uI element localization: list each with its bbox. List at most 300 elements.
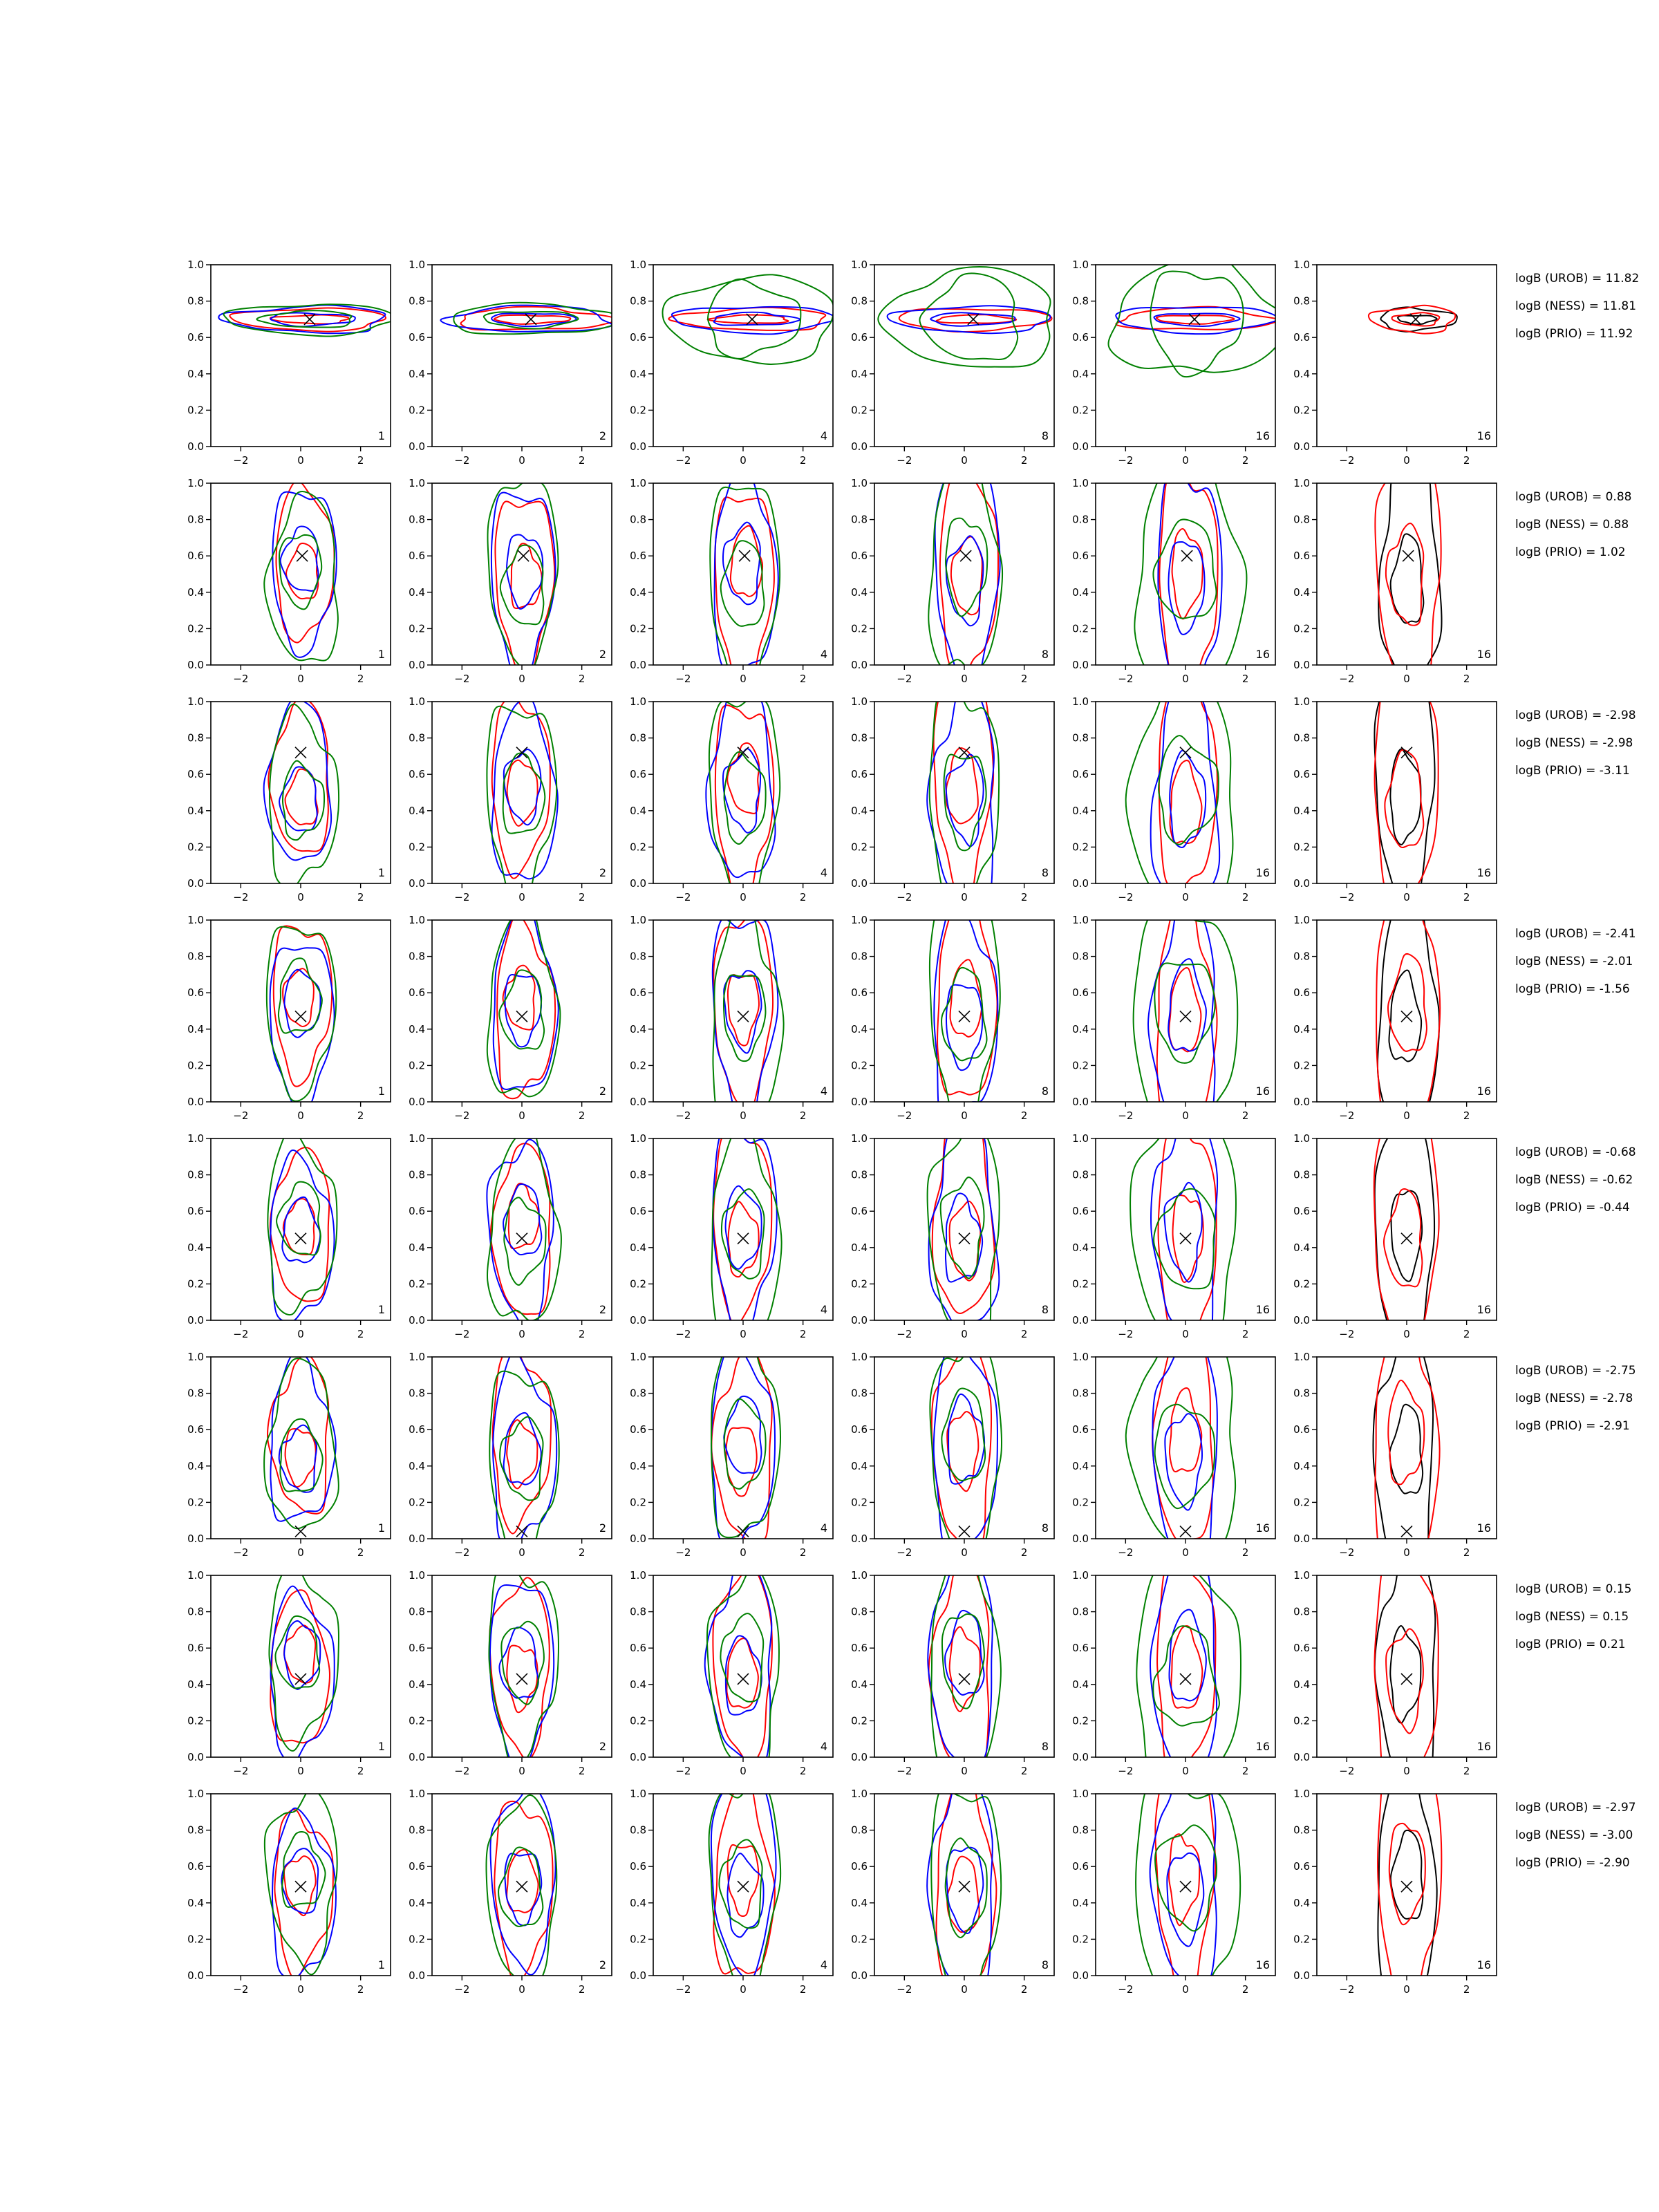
axes-frame — [653, 483, 833, 665]
y-tick-label: 0.0 — [187, 1096, 204, 1108]
y-tick-label: 0.2 — [630, 404, 646, 417]
y-tick-label: 1.0 — [851, 259, 868, 271]
x-tick-label: 2 — [1241, 1765, 1249, 1777]
contour-path — [1150, 1747, 1217, 1983]
panel-label: 4 — [820, 1958, 827, 1971]
contour-path — [934, 686, 993, 901]
log-evidence-line: logB (UROB) = -2.75 — [1515, 1364, 1636, 1378]
panel-label: 2 — [599, 1521, 606, 1535]
subplot-r1-c3 — [630, 259, 836, 467]
y-tick-label: 1.0 — [409, 1788, 425, 1800]
y-tick-label: 0.6 — [630, 768, 646, 781]
axes-frame — [1096, 1575, 1275, 1757]
y-tick-label: 1.0 — [630, 1788, 646, 1800]
y-tick-label: 0.2 — [1072, 1277, 1089, 1291]
contour-path — [264, 1358, 339, 1528]
contour-path — [1390, 749, 1421, 844]
axes-frame — [653, 1138, 833, 1320]
x-tick-label: 2 — [1020, 1983, 1028, 1996]
x-tick-label: 2 — [1241, 1328, 1249, 1340]
y-tick-label: 0.4 — [1293, 585, 1310, 599]
subplot-r8-c4 — [851, 1772, 1054, 2023]
axes-frame — [1317, 1357, 1497, 1539]
y-tick-label: 0.0 — [1293, 1969, 1310, 1982]
contour-path — [487, 905, 561, 1097]
y-tick-label: 0.2 — [630, 1277, 646, 1291]
panel-label: 8 — [1041, 866, 1049, 879]
truth-marker — [960, 550, 971, 561]
axes-frame — [432, 1357, 612, 1539]
contour-path — [269, 1561, 339, 1751]
y-tick-label: 0.6 — [630, 1205, 646, 1218]
y-tick-label: 1.0 — [409, 695, 425, 708]
panel-label: 8 — [1041, 1303, 1049, 1316]
y-tick-label: 1.0 — [409, 914, 425, 926]
y-tick-label: 0.6 — [851, 986, 868, 1000]
y-tick-label: 1.0 — [630, 695, 646, 708]
x-tick-label: −2 — [675, 673, 691, 685]
y-tick-label: 1.0 — [1293, 695, 1310, 708]
y-tick-label: 0.4 — [1293, 1896, 1310, 1909]
y-tick-label: 1.0 — [851, 1569, 868, 1582]
y-tick-label: 0.8 — [1072, 731, 1089, 744]
x-tick-label: 0 — [297, 1546, 304, 1559]
y-tick-label: 0.0 — [409, 1533, 425, 1545]
subplot-r4-c3 — [630, 905, 833, 1123]
log-evidence-line: logB (PRIO) = -0.44 — [1515, 1201, 1630, 1215]
truth-marker — [297, 550, 308, 561]
y-tick-label: 0.2 — [187, 404, 204, 417]
axes-frame — [1317, 265, 1497, 447]
y-tick-label: 0.8 — [630, 1168, 646, 1181]
contour-path — [1159, 657, 1217, 888]
contour-path — [1164, 1183, 1201, 1282]
y-tick-label: 0.4 — [630, 367, 646, 380]
truth-marker — [516, 1526, 527, 1537]
y-tick-label: 0.0 — [409, 1969, 425, 1982]
truth-marker — [295, 747, 306, 758]
y-tick-label: 0.6 — [630, 331, 646, 344]
axes-frame — [653, 1794, 833, 1976]
x-tick-label: 2 — [1463, 1328, 1470, 1340]
log-evidence-line: logB (UROB) = -2.41 — [1515, 927, 1636, 941]
y-tick-label: 0.0 — [1293, 440, 1310, 453]
y-tick-label: 0.4 — [1293, 1241, 1310, 1254]
contour-lines — [265, 1789, 337, 1980]
x-tick-label: 0 — [1182, 1109, 1189, 1122]
y-tick-label: 0.4 — [851, 367, 868, 380]
y-tick-label: 0.6 — [187, 1423, 204, 1436]
contour-path — [1168, 959, 1206, 1051]
y-tick-label: 0.2 — [1072, 1496, 1089, 1509]
subplot-r8-c2 — [409, 1785, 612, 1996]
truth-marker — [518, 550, 529, 561]
y-tick-label: 0.4 — [187, 1022, 204, 1035]
x-tick-label: 0 — [1403, 1109, 1410, 1122]
contour-path — [1388, 954, 1427, 1051]
y-tick-label: 0.8 — [1293, 950, 1310, 963]
y-tick-label: 0.4 — [1293, 367, 1310, 380]
y-tick-label: 0.4 — [409, 367, 425, 380]
x-tick-label: −2 — [675, 1109, 691, 1122]
contour-path — [927, 684, 994, 908]
x-tick-label: 0 — [1403, 673, 1410, 685]
y-tick-label: 0.6 — [187, 768, 204, 781]
y-tick-label: 0.6 — [630, 1423, 646, 1436]
x-tick-label: 0 — [1182, 454, 1189, 467]
truth-marker — [295, 1881, 306, 1892]
contour-lines — [1134, 431, 1246, 721]
axes-frame — [432, 1575, 612, 1757]
contour-path — [1155, 1771, 1215, 2006]
contour-path — [1136, 1781, 1240, 2036]
log-evidence-line: logB (PRIO) = -1.56 — [1515, 982, 1630, 996]
panel-label: 2 — [599, 1958, 606, 1971]
y-tick-label: 0.0 — [630, 1969, 646, 1982]
x-tick-label: −2 — [897, 891, 912, 903]
truth-marker — [1180, 1011, 1191, 1022]
panel-label: 8 — [1041, 1740, 1049, 1753]
subplot-r4-c4 — [851, 887, 1054, 1132]
y-tick-label: 0.8 — [1072, 1605, 1089, 1618]
y-tick-label: 0.4 — [409, 804, 425, 817]
contour-path — [1170, 1388, 1201, 1472]
subplot-r1-c4 — [851, 259, 1054, 467]
y-tick-label: 0.4 — [851, 1678, 868, 1691]
panel-label: 1 — [377, 1958, 385, 1971]
subplot-r5-c1 — [187, 1128, 391, 1340]
truth-marker — [959, 1233, 970, 1244]
x-tick-label: 2 — [578, 454, 585, 467]
x-tick-label: −2 — [1118, 1983, 1134, 1996]
contour-path — [499, 1627, 538, 1698]
x-tick-label: 0 — [297, 1765, 304, 1777]
y-tick-label: 0.2 — [1072, 404, 1089, 417]
y-tick-label: 0.8 — [630, 1387, 646, 1400]
x-tick-label: 0 — [740, 454, 747, 467]
y-tick-label: 0.6 — [1072, 1423, 1089, 1436]
axes-frame — [432, 1794, 612, 1976]
y-tick-label: 0.8 — [1293, 294, 1310, 308]
y-tick-label: 0.8 — [187, 950, 204, 963]
panel-label: 16 — [1477, 429, 1491, 442]
y-tick-label: 0.0 — [851, 659, 868, 671]
y-tick-label: 0.0 — [1293, 1533, 1310, 1545]
y-tick-label: 0.0 — [409, 1751, 425, 1763]
y-tick-label: 1.0 — [187, 1569, 204, 1582]
axes-frame — [874, 920, 1054, 1102]
y-tick-label: 1.0 — [630, 1132, 646, 1145]
y-tick-label: 0.2 — [1072, 622, 1089, 635]
y-tick-label: 0.4 — [409, 1896, 425, 1909]
y-tick-label: 0.0 — [851, 1314, 868, 1327]
contour-lines — [663, 274, 836, 364]
y-tick-label: 0.2 — [1293, 1933, 1310, 1946]
y-tick-label: 0.2 — [851, 1277, 868, 1291]
panel-label: 16 — [1477, 1303, 1491, 1316]
subplot-r4-c6 — [1293, 870, 1497, 1128]
subplot-r6-c1 — [187, 1351, 391, 1559]
truth-marker — [1181, 550, 1192, 561]
x-tick-label: 2 — [578, 1328, 585, 1340]
panel-label: 2 — [599, 429, 606, 442]
y-tick-label: 0.4 — [1072, 1896, 1089, 1909]
x-tick-label: 2 — [357, 673, 364, 685]
x-tick-label: 0 — [1182, 1765, 1189, 1777]
subplot-r2-c4 — [851, 440, 1054, 690]
y-tick-label: 0.2 — [630, 1933, 646, 1946]
y-tick-label: 0.8 — [409, 1824, 425, 1837]
y-tick-label: 0.6 — [1293, 1860, 1310, 1873]
truth-marker — [1180, 1526, 1191, 1537]
x-tick-label: 0 — [1403, 454, 1410, 467]
axes-frame — [874, 483, 1054, 665]
contour-lines — [713, 905, 784, 1123]
y-tick-label: 0.8 — [409, 513, 425, 526]
subplot-r5-c3 — [630, 1125, 833, 1340]
y-tick-label: 1.0 — [851, 1132, 868, 1145]
subplot-r7-c2 — [409, 1568, 612, 1777]
contour-path — [723, 749, 760, 833]
contour-path — [283, 761, 324, 841]
x-tick-label: 0 — [961, 1983, 968, 1996]
contour-lines — [928, 1548, 1001, 1774]
contour-path — [1376, 870, 1440, 1127]
y-tick-label: 0.8 — [1072, 1387, 1089, 1400]
contour-path — [1369, 306, 1455, 334]
y-tick-label: 0.4 — [851, 1896, 868, 1909]
panel-label: 16 — [1255, 648, 1270, 661]
axes-frame — [1317, 1794, 1497, 1976]
y-tick-label: 0.4 — [851, 1459, 868, 1472]
truth-marker — [738, 1011, 749, 1022]
y-tick-label: 0.8 — [1293, 513, 1310, 526]
subplot-r1-c1 — [187, 259, 397, 467]
panel-label: 16 — [1255, 1303, 1270, 1316]
subplot-r3-c1 — [187, 695, 391, 903]
y-tick-label: 0.6 — [851, 1205, 868, 1218]
x-tick-label: 0 — [961, 1546, 968, 1559]
contour-lines — [1130, 1101, 1236, 1361]
contour-lines — [487, 1127, 561, 1335]
y-tick-label: 0.0 — [187, 1969, 204, 1982]
x-tick-label: 2 — [1020, 891, 1028, 903]
x-tick-label: 2 — [1241, 454, 1249, 467]
x-tick-label: −2 — [897, 1546, 912, 1559]
y-tick-label: 0.8 — [630, 294, 646, 308]
y-tick-label: 0.2 — [187, 1277, 204, 1291]
y-tick-label: 0.0 — [187, 1314, 204, 1327]
y-tick-label: 0.4 — [1072, 1022, 1089, 1035]
axes-frame — [1096, 265, 1275, 447]
contour-path — [941, 968, 986, 1060]
y-tick-label: 0.8 — [1072, 1168, 1089, 1181]
subplot-r4-c5 — [1072, 891, 1275, 1156]
y-tick-label: 0.6 — [1072, 986, 1089, 1000]
x-tick-label: 0 — [740, 891, 747, 903]
log-evidence-line: logB (NESS) = -2.78 — [1515, 1391, 1633, 1405]
contour-path — [1157, 891, 1217, 1125]
y-tick-label: 0.6 — [409, 331, 425, 344]
panel-label: 16 — [1477, 1740, 1491, 1753]
truth-marker — [1180, 1233, 1191, 1244]
subplot-r2-c3 — [630, 470, 833, 694]
truth-marker — [959, 1674, 970, 1685]
y-tick-label: 1.0 — [630, 477, 646, 489]
y-tick-label: 0.2 — [851, 1933, 868, 1946]
x-tick-label: −2 — [233, 1983, 249, 1996]
y-tick-label: 0.4 — [630, 1459, 646, 1472]
contour-path — [504, 749, 541, 825]
panel-label: 16 — [1255, 1740, 1270, 1753]
axes-frame — [211, 1138, 391, 1320]
y-tick-label: 0.0 — [630, 877, 646, 890]
panel-label: 16 — [1255, 1085, 1270, 1098]
y-tick-label: 0.2 — [1293, 1059, 1310, 1072]
contour-lines — [1375, 438, 1441, 711]
subplot-r8-c1 — [187, 1788, 391, 1996]
y-tick-label: 0.2 — [409, 1933, 425, 1946]
y-tick-label: 0.2 — [851, 404, 868, 417]
panel-label: 8 — [1041, 1958, 1049, 1971]
y-tick-label: 0.4 — [851, 804, 868, 817]
log-evidence-line: logB (PRIO) = -2.91 — [1515, 1419, 1630, 1433]
x-tick-label: 0 — [740, 673, 747, 685]
contour-lines — [489, 1343, 559, 1569]
contour-path — [932, 1105, 995, 1313]
axes-frame — [653, 1357, 833, 1539]
x-tick-label: −2 — [233, 1109, 249, 1122]
y-tick-label: 0.0 — [1072, 659, 1089, 671]
y-tick-label: 0.0 — [409, 1096, 425, 1108]
y-tick-label: 0.2 — [1293, 1277, 1310, 1291]
contour-path — [268, 1355, 328, 1514]
contour-path — [507, 1420, 537, 1488]
y-tick-label: 0.4 — [630, 1022, 646, 1035]
x-tick-label: 0 — [961, 891, 968, 903]
y-tick-label: 0.2 — [409, 841, 425, 854]
contour-path — [1154, 1189, 1215, 1288]
y-tick-label: 0.4 — [409, 1459, 425, 1472]
y-tick-label: 1.0 — [630, 914, 646, 926]
contour-path — [270, 1147, 330, 1301]
x-tick-label: −2 — [675, 454, 691, 467]
y-tick-label: 0.2 — [187, 1714, 204, 1727]
y-tick-label: 1.0 — [187, 477, 204, 489]
y-tick-label: 0.6 — [1293, 1642, 1310, 1655]
panel-label: 2 — [599, 648, 606, 661]
x-tick-label: 0 — [1403, 1546, 1410, 1559]
panel-label: 16 — [1477, 648, 1491, 661]
x-tick-label: 0 — [518, 1546, 525, 1559]
y-tick-label: 0.4 — [1072, 1459, 1089, 1472]
y-tick-label: 0.6 — [1293, 768, 1310, 781]
contour-lines — [487, 478, 558, 678]
x-tick-label: −2 — [1118, 1328, 1134, 1340]
x-tick-label: −2 — [454, 454, 470, 467]
x-tick-label: 2 — [799, 891, 807, 903]
y-tick-label: 0.0 — [1072, 1096, 1089, 1108]
y-tick-label: 0.8 — [630, 1605, 646, 1618]
contour-path — [946, 748, 978, 823]
x-tick-label: 0 — [740, 1983, 747, 1996]
x-tick-label: 0 — [740, 1328, 747, 1340]
contour-path — [711, 1323, 780, 1537]
y-tick-label: 0.4 — [851, 1241, 868, 1254]
axes-frame — [874, 702, 1054, 883]
y-tick-label: 0.2 — [187, 1059, 204, 1072]
truth-marker — [1401, 1674, 1412, 1685]
y-tick-label: 1.0 — [630, 1351, 646, 1363]
contour-lines — [489, 1568, 559, 1770]
subplot-r3-c6 — [1293, 648, 1497, 924]
axes-frame — [211, 920, 391, 1102]
y-tick-label: 0.6 — [1293, 550, 1310, 563]
y-tick-label: 0.6 — [187, 986, 204, 1000]
y-tick-label: 0.4 — [409, 1678, 425, 1691]
y-tick-label: 0.6 — [409, 768, 425, 781]
x-tick-label: 0 — [297, 673, 304, 685]
panel-label: 8 — [1041, 1085, 1049, 1098]
x-tick-label: 2 — [1020, 1109, 1028, 1122]
subplot-r1-c2 — [409, 259, 622, 467]
x-tick-label: 2 — [799, 1765, 807, 1777]
truth-marker — [295, 1011, 306, 1022]
subplot-r4-c2 — [409, 905, 612, 1122]
y-tick-label: 0.2 — [187, 841, 204, 854]
x-tick-label: 0 — [961, 673, 968, 685]
y-tick-label: 0.4 — [1293, 1459, 1310, 1472]
contour-path — [950, 959, 982, 1037]
x-tick-label: 2 — [578, 891, 585, 903]
x-tick-label: −2 — [897, 1109, 912, 1122]
axes-frame — [1317, 702, 1497, 883]
x-tick-label: −2 — [233, 891, 249, 903]
x-tick-label: 2 — [1241, 673, 1249, 685]
x-tick-label: 2 — [1463, 454, 1470, 467]
x-tick-label: 2 — [799, 1109, 807, 1122]
y-tick-label: 0.8 — [630, 731, 646, 744]
contour-lines — [930, 1334, 1002, 1579]
y-tick-label: 0.2 — [1072, 1933, 1089, 1946]
y-tick-label: 0.4 — [851, 585, 868, 599]
subplot-r7-c5 — [1072, 1537, 1275, 1808]
log-evidence-line: logB (NESS) = 0.15 — [1515, 1610, 1629, 1624]
contour-path — [1389, 971, 1421, 1062]
contour-path — [1374, 664, 1434, 923]
y-tick-label: 1.0 — [1072, 1788, 1089, 1800]
panel-label: 1 — [377, 1303, 385, 1316]
axes-frame — [211, 702, 391, 883]
contour-path — [726, 1635, 762, 1714]
y-tick-label: 0.2 — [851, 1059, 868, 1072]
truth-marker — [516, 747, 527, 758]
contour-path — [1130, 1103, 1236, 1357]
axes-frame — [432, 265, 612, 447]
y-tick-label: 0.6 — [409, 1642, 425, 1655]
x-tick-label: −2 — [897, 1328, 912, 1340]
contour-path — [1384, 1189, 1422, 1286]
contour-path — [264, 699, 331, 860]
subplot-r5-c2 — [409, 1127, 612, 1340]
log-evidence-line: logB (PRIO) = -2.90 — [1515, 1856, 1630, 1870]
y-tick-label: 1.0 — [1293, 259, 1310, 271]
y-tick-label: 0.0 — [1293, 1096, 1310, 1108]
subplot-r3-c5 — [1072, 657, 1275, 914]
y-tick-label: 0.0 — [851, 1533, 868, 1545]
axes-frame — [432, 702, 612, 883]
panel-label: 8 — [1041, 1521, 1049, 1535]
